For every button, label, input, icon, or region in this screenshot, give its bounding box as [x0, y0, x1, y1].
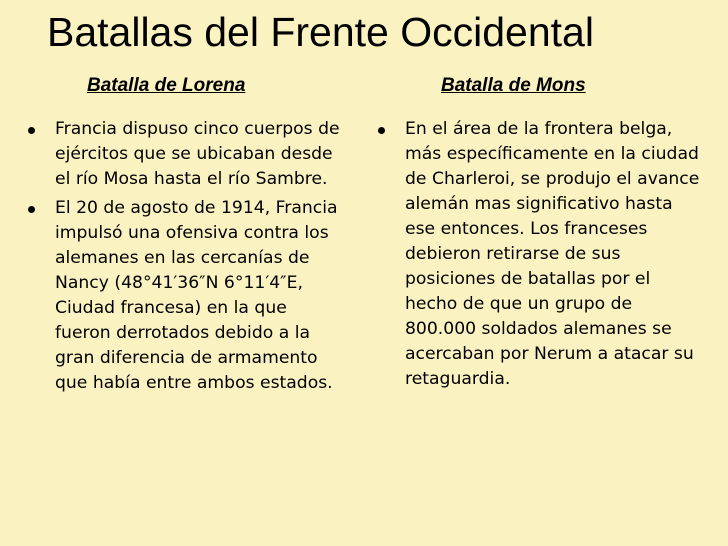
right-bullet-list — [376, 117, 706, 396]
list-item — [376, 117, 706, 392]
list-item — [26, 117, 346, 192]
bullet-icon — [28, 127, 35, 134]
heading-batalla-de-lorena: Batalla de Lorena — [87, 75, 246, 96]
bullet-text: El 20 de agosto de 1914, Francia impulsó una ofensiva contra los alemanes en las cercanías de Nancy (48°41′36″N 6°11′4″E, Ciudad francesa) en la que fueron derrotados debido a la gran diferencia de armamento que había entre ambos estados. — [55, 198, 338, 393]
bullet-text: En el área de la frontera belga, más específicamente en la ciudad de Charleroi, se produjo el avance alemán mas significativo hasta ese entonces. Los franceses debieron retirarse de sus posiciones de batallas por el hecho de que un grupo de 800.000 soldados alemanes se acercaban por Nerum a atacar su retaguardia. — [405, 119, 700, 389]
bullet-icon — [28, 206, 35, 213]
bullet-icon — [378, 127, 385, 134]
left-bullet-list — [26, 117, 346, 400]
list-item — [26, 196, 346, 396]
slide-title: Batallas del Frente Occidental — [47, 9, 594, 55]
bullet-text: Francia dispuso cinco cuerpos de ejércitos que se ubicaban desde el río Mosa hasta el río Sambre. — [55, 119, 340, 189]
heading-batalla-de-mons: Batalla de Mons — [441, 75, 586, 96]
